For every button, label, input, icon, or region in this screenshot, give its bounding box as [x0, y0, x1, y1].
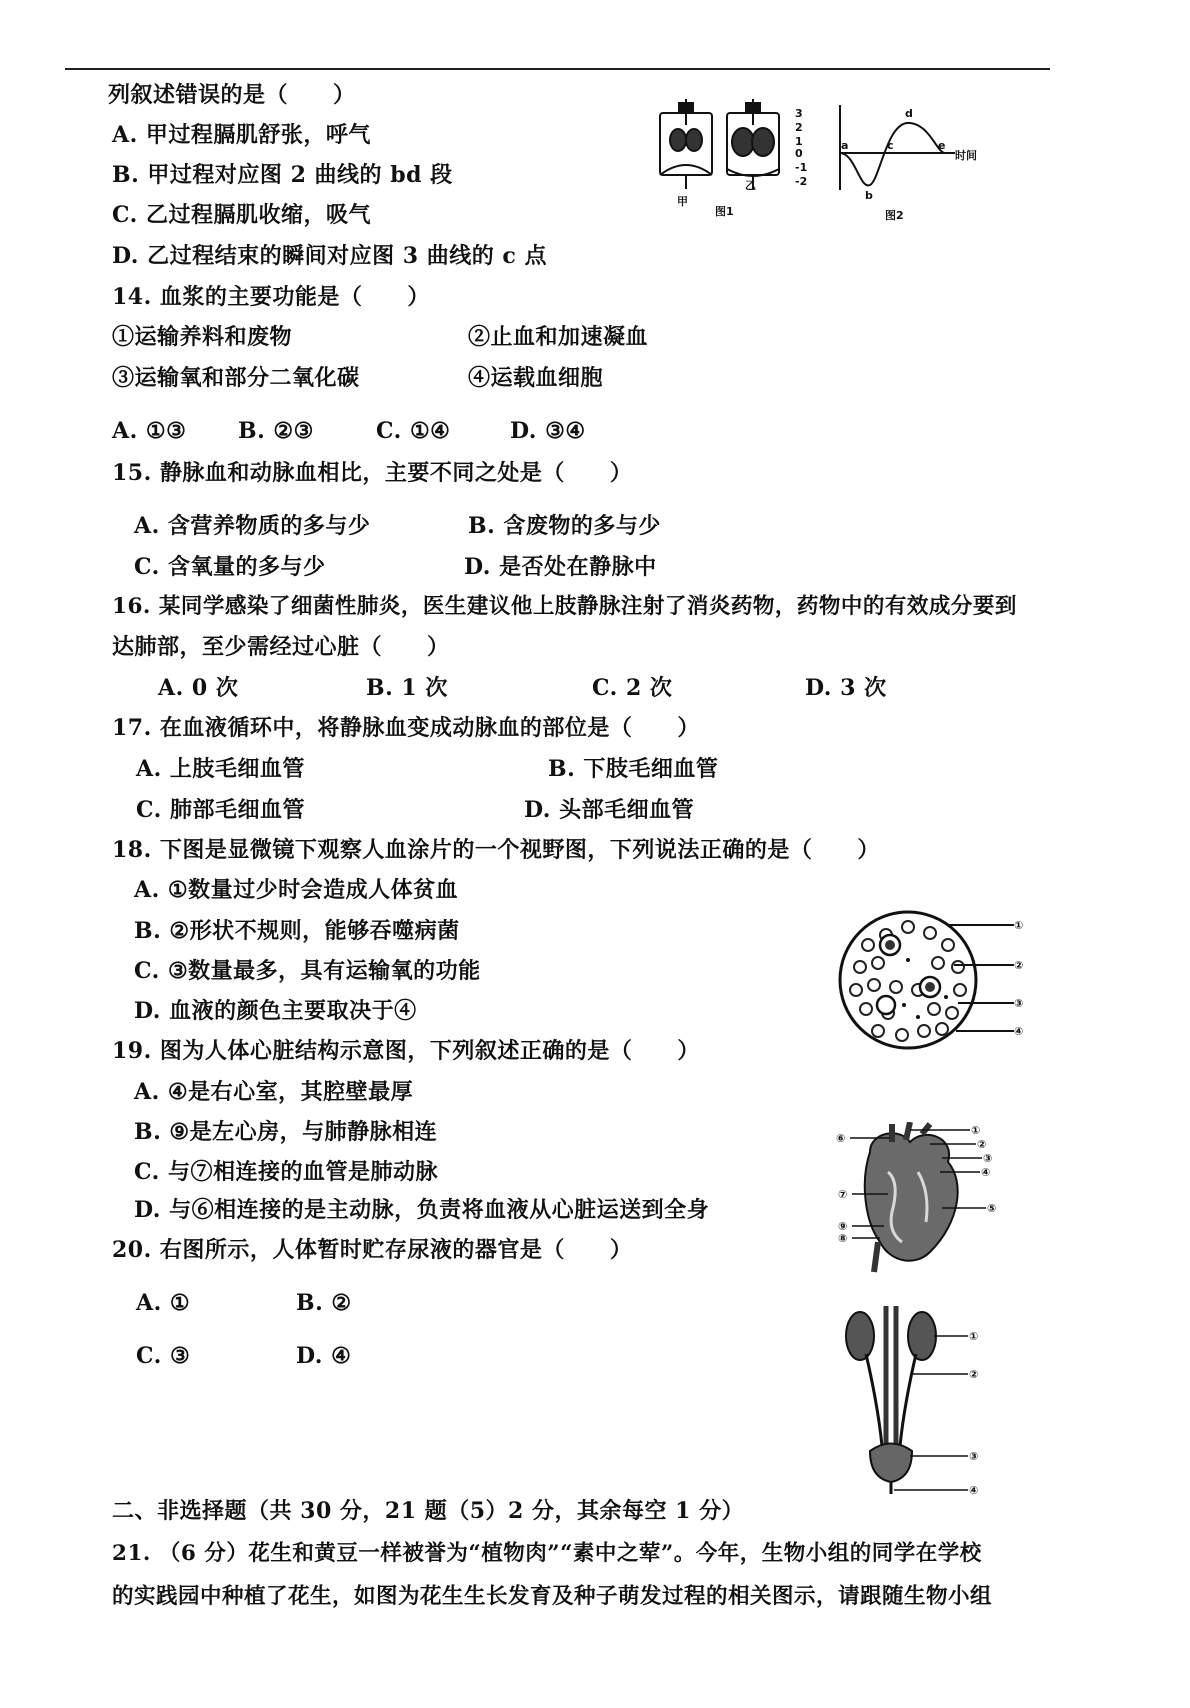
q18-option-b: B. ②形状不规则，能够吞噬病菌	[134, 918, 460, 944]
q19-option-c: C. 与⑦相连接的血管是肺动脉	[134, 1159, 438, 1185]
point-c: c	[887, 139, 894, 152]
q16-choice-a: A. 0 次	[158, 675, 239, 701]
q17-option-b: B. 下肢毛细血管	[548, 756, 719, 782]
q17-option-c: C. 肺部毛细血管	[136, 797, 305, 823]
heart-label-6: ⑥	[836, 1132, 846, 1145]
q15-option-b: B. 含废物的多与少	[468, 513, 661, 539]
q15-option-d: D. 是否处在静脉中	[464, 554, 657, 580]
q21-line2: 的实践园中种植了花生，如图为花生生长发育及种子萌发过程的相关图示，请跟随生物小组	[112, 1584, 993, 1609]
q14-stem: 14. 血浆的主要功能是（ ）	[112, 284, 430, 310]
point-a: a	[841, 139, 849, 152]
bell-jar-yi	[727, 99, 779, 189]
y-tick-3: 3	[795, 107, 803, 120]
q18-stem: 18. 下图是显微镜下观察人血涂片的一个视野图，下列说法正确的是（ ）	[112, 837, 880, 863]
q18-option-c: C. ③数量最多，具有运输氧的功能	[134, 958, 481, 984]
y-tick-neg1: -1	[795, 161, 808, 174]
point-e: e	[938, 139, 946, 152]
heart-label-5: ⑤	[987, 1202, 997, 1215]
x-axis-label: 时间	[955, 149, 977, 162]
jar-label-jia: 甲	[677, 195, 688, 208]
q16-stem-line1: 16. 某同学感染了细菌性肺炎，医生建议他上肢静脉注射了消炎药物，药物中的有效成分要到	[112, 594, 1017, 619]
q20-choice-c: C. ③	[136, 1343, 191, 1369]
q16-choice-c: C. 2 次	[592, 675, 673, 701]
point-b: b	[865, 189, 873, 202]
heart-label-8: ⑧	[838, 1232, 848, 1245]
q20-stem: 20. 右图所示，人体暂时贮存尿液的器官是（ ）	[112, 1237, 633, 1263]
q14-item-3: ③运输氧和部分二氧化碳	[112, 365, 360, 391]
q19-option-a: A. ④是右心室，其腔壁最厚	[134, 1079, 414, 1105]
q15-option-c: C. 含氧量的多与少	[134, 554, 326, 580]
heart-label-7: ⑦	[838, 1188, 848, 1201]
q20-choice-d: D. ④	[296, 1343, 352, 1369]
jar-label-yi: 乙	[745, 179, 756, 192]
urinary-label-3: ③	[969, 1450, 979, 1463]
q14-item-2: ②止血和加速凝血	[468, 324, 649, 350]
q15-stem: 15. 静脉血和动脉血相比，主要不同之处是（ ）	[112, 460, 633, 486]
urinary-label-4: ④	[969, 1484, 979, 1496]
fig2-label: 图2	[885, 209, 904, 222]
q15-option-a: A. 含营养物质的多与少	[134, 513, 371, 539]
kidney-right	[908, 1312, 936, 1360]
bell-jar-jia	[660, 99, 712, 189]
q14-choice-a: A. ①③	[112, 418, 187, 444]
q16-stem-line2: 达肺部，至少需经过心脏（ ）	[112, 634, 450, 660]
smear-label-2: ②	[1014, 959, 1024, 972]
q20-choice-b: B. ②	[296, 1290, 352, 1316]
y-tick-0: 0	[795, 147, 803, 160]
q14-choice-b: B. ②③	[238, 418, 314, 444]
q20-choice-a: A. ①	[136, 1290, 191, 1316]
q16-choice-b: B. 1 次	[366, 675, 448, 701]
pressure-curve-chart	[795, 105, 977, 222]
urinary-system-figure	[838, 1306, 988, 1496]
q14-item-1: ①运输养料和废物	[112, 324, 293, 350]
q19-option-b: B. ⑨是左心房，与肺静脉相连	[134, 1119, 438, 1145]
q13-option-b: B. 甲过程对应图 2 曲线的 bd 段	[112, 162, 453, 188]
top-rule	[65, 68, 1050, 70]
kidney-left	[846, 1312, 874, 1360]
y-tick-1: 1	[795, 135, 803, 148]
q18-option-a: A. ①数量过少时会造成人体贫血	[134, 877, 459, 903]
q19-stem: 19. 图为人体心脏结构示意图，下列叙述正确的是（ ）	[112, 1038, 700, 1064]
q13-stem-tail: 列叙述错误的是（ ）	[108, 82, 356, 108]
y-tick-neg2: -2	[795, 175, 808, 188]
q13-option-c: C. 乙过程膈肌收缩，吸气	[112, 202, 371, 228]
heart-label-2: ②	[977, 1138, 987, 1151]
q14-choice-c: C. ①④	[376, 418, 451, 444]
q18-option-d: D. 血液的颜色主要取决于④	[134, 998, 417, 1024]
smear-label-4: ④	[1014, 1025, 1024, 1038]
blood-smear-figure	[838, 905, 1028, 1055]
q13-option-a: A. 甲过程膈肌舒张，呼气	[112, 122, 371, 148]
fig1-label: 图1	[715, 205, 734, 218]
q19-option-d: D. 与⑥相连接的是主动脉，负责将血液从心脏运送到全身	[134, 1197, 710, 1223]
q21-line1: 21. （6 分）花生和黄豆一样被誉为“植物肉”“素中之荤”。今年，生物小组的同学在学校	[112, 1541, 982, 1566]
smear-label-1: ①	[1014, 919, 1024, 932]
urinary-label-2: ②	[969, 1368, 979, 1381]
heart-label-1: ①	[971, 1124, 981, 1137]
bladder	[870, 1444, 912, 1483]
section-2-heading: 二、非选择题（共 30 分，21 题（5）2 分，其余每空 1 分）	[112, 1498, 745, 1524]
q17-option-a: A. 上肢毛细血管	[136, 756, 305, 782]
heart-label-4: ④	[981, 1166, 991, 1179]
y-tick-2: 2	[795, 121, 803, 134]
q16-choice-d: D. 3 次	[805, 675, 887, 701]
smear-label-3: ③	[1014, 997, 1024, 1010]
urinary-drawing	[846, 1306, 936, 1494]
heart-figure	[830, 1122, 1010, 1282]
q17-stem: 17. 在血液循环中，将静脉血变成动脉血的部位是（ ）	[112, 715, 700, 741]
q17-option-d: D. 头部毛细血管	[524, 797, 695, 823]
heart-label-9: ⑨	[838, 1220, 848, 1233]
urinary-label-1: ①	[969, 1330, 979, 1343]
q14-item-4: ④运载血细胞	[468, 365, 604, 391]
ureter-right	[900, 1354, 916, 1446]
q14-choice-d: D. ③④	[510, 418, 586, 444]
ureter-left	[866, 1354, 882, 1446]
point-d: d	[905, 107, 913, 120]
q13-figure	[655, 95, 995, 225]
q13-option-d: D. 乙过程结束的瞬间对应图 3 曲线的 c 点	[112, 243, 547, 269]
heart-label-3: ③	[983, 1152, 993, 1165]
